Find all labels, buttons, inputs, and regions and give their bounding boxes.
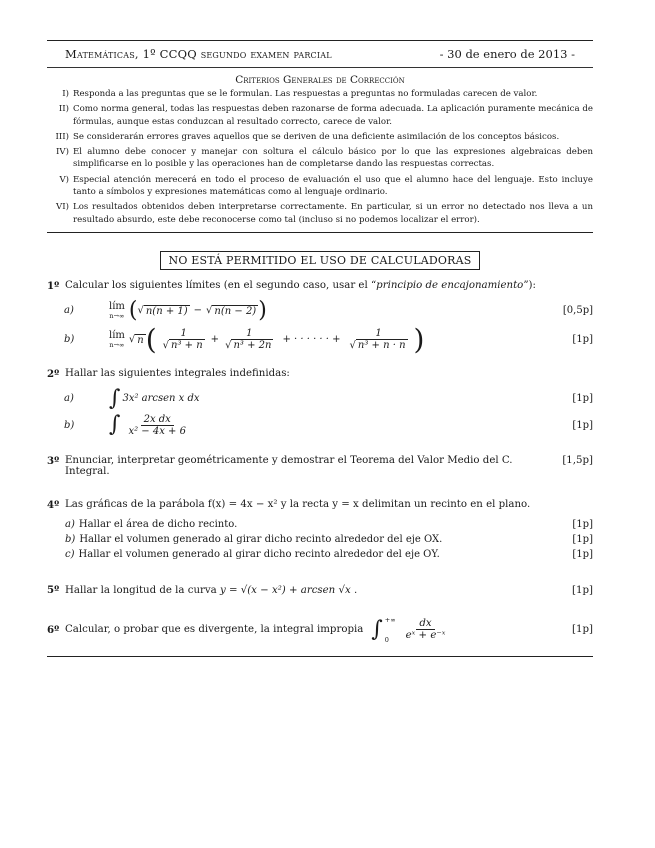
question-number: 5º <box>47 583 60 596</box>
numerator: dx <box>416 618 434 630</box>
fraction-3 <box>347 328 411 351</box>
points: [0,5p] <box>562 305 593 317</box>
criteria-item <box>47 146 593 171</box>
points: [1p] <box>572 419 593 431</box>
close-paren: ) <box>258 297 267 323</box>
criteria-item <box>47 131 593 143</box>
lim-subscript: n→∞ <box>109 341 125 350</box>
exam-header <box>47 41 593 67</box>
curve-expression: y = √(x − x²) + arcsen √x . <box>219 584 358 596</box>
ellipsis-sum: + · · · · · · + <box>282 334 341 346</box>
limit-operator <box>109 330 125 349</box>
question-number: 3º <box>47 454 60 467</box>
no-calculators-banner: NO ESTÁ PERMITIDO EL USO DE CALCULADORAS <box>160 251 481 270</box>
numerator: 1 <box>372 328 384 340</box>
numerator: 2x dx <box>141 414 174 426</box>
integrand-fraction <box>403 618 449 641</box>
criteria-item <box>47 103 593 128</box>
criteria-text: El alumno debe conocer y manejar con soltura el cálculo básico por lo que las expresiones algebraicas deben simplificarse en lo posible y las operaciones han de completarse dando las respuestas correctas. <box>73 147 593 170</box>
question-3 <box>47 455 593 477</box>
criteria-text: Especial atención merecerá en todo el proceso de evaluación el uso que el alumno hace del lenguaje. Esto incluye tanto a símbolos y expresiones matemáticas como al lenguaje ordinario. <box>73 174 593 198</box>
criteria-num: I) <box>62 89 69 99</box>
question-number: 6º <box>47 623 60 636</box>
header-rule <box>47 67 593 68</box>
lim-subscript: n→∞ <box>109 312 125 321</box>
criteria-item <box>47 201 593 226</box>
subquestion-label: b) <box>65 533 76 545</box>
subquestion-4c <box>65 549 593 560</box>
radicand-2: n(n − 2) <box>214 305 257 317</box>
limit-operator <box>109 301 125 320</box>
question-text-part: Calcular, o probar que es divergente, la integral impropia <box>65 624 364 636</box>
question-5 <box>47 584 593 596</box>
question-number: 1º <box>47 279 60 292</box>
subquestion-2b <box>47 414 593 437</box>
limit-expression-b <box>109 322 572 356</box>
radicand-1: n(n + 1) <box>145 305 188 317</box>
integral-expression-b <box>109 414 572 437</box>
question-1 <box>47 280 593 354</box>
integrand-fraction <box>125 414 189 437</box>
fraction-2 <box>222 328 276 351</box>
criteria-item <box>47 88 593 100</box>
subquestion-4b <box>65 534 593 545</box>
criteria-num: III) <box>55 131 69 142</box>
integral-expression-a <box>109 385 572 411</box>
question-text <box>65 616 564 644</box>
criteria-title: Criterios Generales de Corrección <box>235 74 405 86</box>
question-2 <box>47 368 593 437</box>
exam-date: - 30 de enero de 2013 - <box>439 47 575 61</box>
close-paren: ) <box>413 322 425 356</box>
points: [1p] <box>572 548 593 560</box>
question-text <box>65 280 593 292</box>
lim-text: lím <box>109 301 125 313</box>
minus-sign: − <box>193 305 203 317</box>
radicand-n: n <box>137 334 144 346</box>
subquestion-label: a) <box>64 393 74 405</box>
subquestion-text: Hallar el volumen generado al girar dicho recinto alrededor del eje OY. <box>78 548 440 560</box>
radicand: n³ + n <box>171 340 203 352</box>
subquestion-4a <box>65 519 593 530</box>
points: [1p] <box>572 393 593 405</box>
banner-wrap <box>47 249 593 270</box>
subquestion-label: c) <box>65 548 75 560</box>
question-text: Hallar las siguientes integrales indefinidas: <box>65 367 290 379</box>
points: [1p] <box>572 334 593 346</box>
criteria-num: V) <box>59 174 69 185</box>
question-number: 2º <box>47 367 60 380</box>
subquestion-1b <box>47 322 593 356</box>
question-text-emphasis: principio de encajonamiento <box>376 279 524 291</box>
question-text-part: ”): <box>523 279 536 291</box>
exam-title: Matemáticas, 1º CCQQ segundo examen parcial <box>65 47 332 61</box>
open-paren: ( <box>128 297 138 323</box>
denominator: √ n³ + n · n <box>349 340 406 352</box>
denominator: √ n³ + 2n <box>225 340 272 352</box>
lower-limit: 0 <box>384 635 389 644</box>
sqrt-sign: √ <box>206 305 213 317</box>
question-text: Las gráficas de la parábola f(x) = 4x − x² y la recta y = x delimitan un recinto en el plano. <box>65 498 531 510</box>
subquestion-label: b) <box>64 334 75 346</box>
lim-text: lím <box>109 330 125 342</box>
fraction-1 <box>160 328 208 351</box>
criteria-num: IV) <box>56 147 69 158</box>
numerator: 1 <box>243 328 255 340</box>
criteria-text: Se considerarán errores graves aquellos que se deriven de una deficiente asimilación de los conceptos básicos. <box>73 131 560 142</box>
integral-sign: ∫ <box>109 385 121 411</box>
open-paren: ( <box>145 322 157 356</box>
question-4 <box>47 499 593 560</box>
points: [1p] <box>572 584 593 596</box>
points: [1p] <box>572 624 593 636</box>
subquestion-1a <box>47 297 593 323</box>
denominator: √ n³ + n <box>162 340 203 352</box>
criteria-text: Los resultados obtenidos deben interpretarse correctamente. En particular, si un error no detectado nos lleva a un resultado absurdo, este debe reconocerse como tal (incluso si no podemos localizar el error). <box>73 202 593 225</box>
subquestion-text: Hallar el volumen generado al girar dicho recinto alrededor del eje OX. <box>79 533 443 545</box>
sqrt-sign: √ <box>137 305 144 317</box>
question-number: 4º <box>47 498 60 511</box>
denominator: x² − 4x + 6 <box>128 425 186 437</box>
denominator: eˣ + e⁻ˣ <box>405 630 446 642</box>
criteria-num: II) <box>58 104 69 115</box>
criteria-num: VI) <box>56 202 69 213</box>
radicand: n³ + n · n <box>357 340 406 352</box>
integral-limits <box>385 616 396 644</box>
integral-sign: ∫ <box>371 616 383 642</box>
subquestion-text: Hallar el área de dicho recinto. <box>78 518 238 530</box>
criteria-rule <box>47 232 593 233</box>
plus-sign: + <box>210 334 220 346</box>
subquestion-label: a) <box>65 518 75 530</box>
sqrt-sign: √ <box>128 334 136 346</box>
criteria-text: Responda a las preguntas que se le formulan. Las respuestas a preguntas no formuladas carecen de valor. <box>73 89 538 99</box>
limit-expression-a <box>109 297 563 323</box>
points: [1p] <box>572 518 593 530</box>
numerator: 1 <box>177 328 189 340</box>
question-text-part: Calcular los siguientes límites (en el segundo caso, usar el “ <box>65 279 377 291</box>
criteria-item <box>47 174 593 199</box>
points: [1,5p] <box>562 454 593 466</box>
question-text <box>65 585 564 596</box>
criteria-list <box>47 88 593 226</box>
exam-page <box>47 40 593 657</box>
radicand: n³ + 2n <box>233 340 272 352</box>
integral-sign: ∫ <box>109 412 121 438</box>
integrand: 3x² arcsen x dx <box>122 393 200 405</box>
subquestion-label: a) <box>64 305 74 317</box>
question-6 <box>47 616 593 644</box>
question-text: Enunciar, interpretar geométricamente y demostrar el Teorema del Valor Medio del C. Integral. <box>65 454 513 477</box>
points: [1p] <box>572 533 593 545</box>
subquestion-label: b) <box>64 419 75 431</box>
upper-limit: +∞ <box>384 615 396 624</box>
subquestion-2a <box>47 385 593 411</box>
criteria-text: Como norma general, todas las respuestas deben razonarse de forma adecuada. La aplicación puramente mecánica de fórmulas, aunque estas conduzcan al resultado correcto, carece de valor. <box>73 104 593 127</box>
bottom-rule <box>47 656 593 657</box>
question-text-part: Hallar la longitud de la curva <box>65 584 217 596</box>
